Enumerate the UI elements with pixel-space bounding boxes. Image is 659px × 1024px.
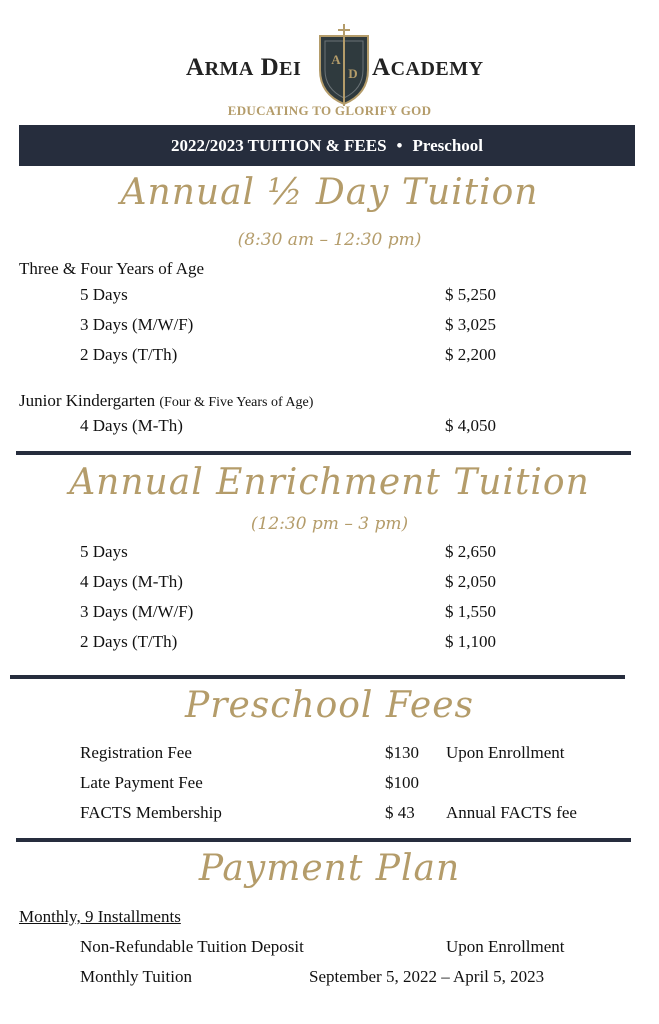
fee-amount: $ 43 (385, 803, 415, 822)
payment-value: Upon Enrollment (446, 937, 565, 956)
tuition-price: $ 2,650 (445, 542, 496, 561)
age-group-title: Three & Four Years of Age (19, 259, 205, 278)
tuition-label: 5 Days (80, 285, 128, 304)
logo-text-arma-dei: ARMA DEI (186, 54, 302, 81)
tuition-price: $ 2,200 (445, 345, 496, 364)
logo-text-academy: ACADEMY (372, 54, 484, 81)
payment-label: Non-Refundable Tuition Deposit (80, 937, 304, 956)
fee-label: Registration Fee (80, 743, 192, 762)
payment-value: September 5, 2022 – April 5, 2023 (309, 967, 545, 986)
banner-dot: • (396, 135, 403, 155)
tuition-price: $ 1,550 (445, 602, 496, 621)
half-day-hours: (8:30 am – 12:30 pm) (237, 230, 422, 250)
half-day-heading: Annual ½ Day Tuition (120, 172, 539, 213)
tuition-price: $ 5,250 (445, 285, 496, 304)
payment-heading: Payment Plan (198, 848, 461, 889)
tuition-price: $ 1,100 (445, 632, 496, 651)
shield-sword-icon (316, 24, 372, 106)
tuition-price: $ 4,050 (445, 416, 496, 435)
banner-program: Preschool (412, 135, 483, 155)
banner-year-title: 2022/2023 TUITION & FEES (171, 135, 387, 155)
jk-age-note: (Four & Five Years of Age) (159, 395, 314, 410)
title-banner (19, 125, 635, 166)
shield-letter-d: D (348, 66, 358, 81)
fee-note: Upon Enrollment (446, 743, 565, 762)
section-divider (16, 451, 631, 455)
tuition-price: $ 2,050 (445, 572, 496, 591)
section-divider (10, 675, 625, 679)
tuition-label: 5 Days (80, 542, 128, 561)
tuition-label: 2 Days (T/Th) (80, 345, 178, 364)
jk-title: Junior Kindergarten (Four & Five Years of Age) (19, 391, 314, 410)
tuition-price: $ 3,025 (445, 315, 496, 334)
plan-title: Monthly, 9 Installments (19, 907, 181, 926)
fees-heading: Preschool Fees (185, 685, 474, 726)
payment-label: Monthly Tuition (80, 967, 192, 986)
fee-label: FACTS Membership (80, 803, 222, 822)
enrichment-hours: (12:30 pm – 3 pm) (250, 514, 409, 534)
tagline: EDUCATING TO GLORIFY GOD (227, 103, 432, 118)
fee-note: Annual FACTS fee (446, 803, 577, 822)
tuition-label: 4 Days (M-Th) (80, 416, 183, 435)
tuition-label: 4 Days (M-Th) (80, 572, 183, 591)
tuition-label: 3 Days (M/W/F) (80, 602, 194, 621)
enrichment-heading: Annual Enrichment Tuition (69, 462, 590, 503)
fee-label: Late Payment Fee (80, 773, 203, 792)
fee-amount: $130 (385, 743, 419, 762)
tuition-label: 3 Days (M/W/F) (80, 315, 194, 334)
shield-letter-a: A (331, 52, 341, 67)
fee-amount: $100 (385, 773, 419, 792)
tuition-label: 2 Days (T/Th) (80, 632, 178, 651)
section-divider (16, 838, 631, 842)
